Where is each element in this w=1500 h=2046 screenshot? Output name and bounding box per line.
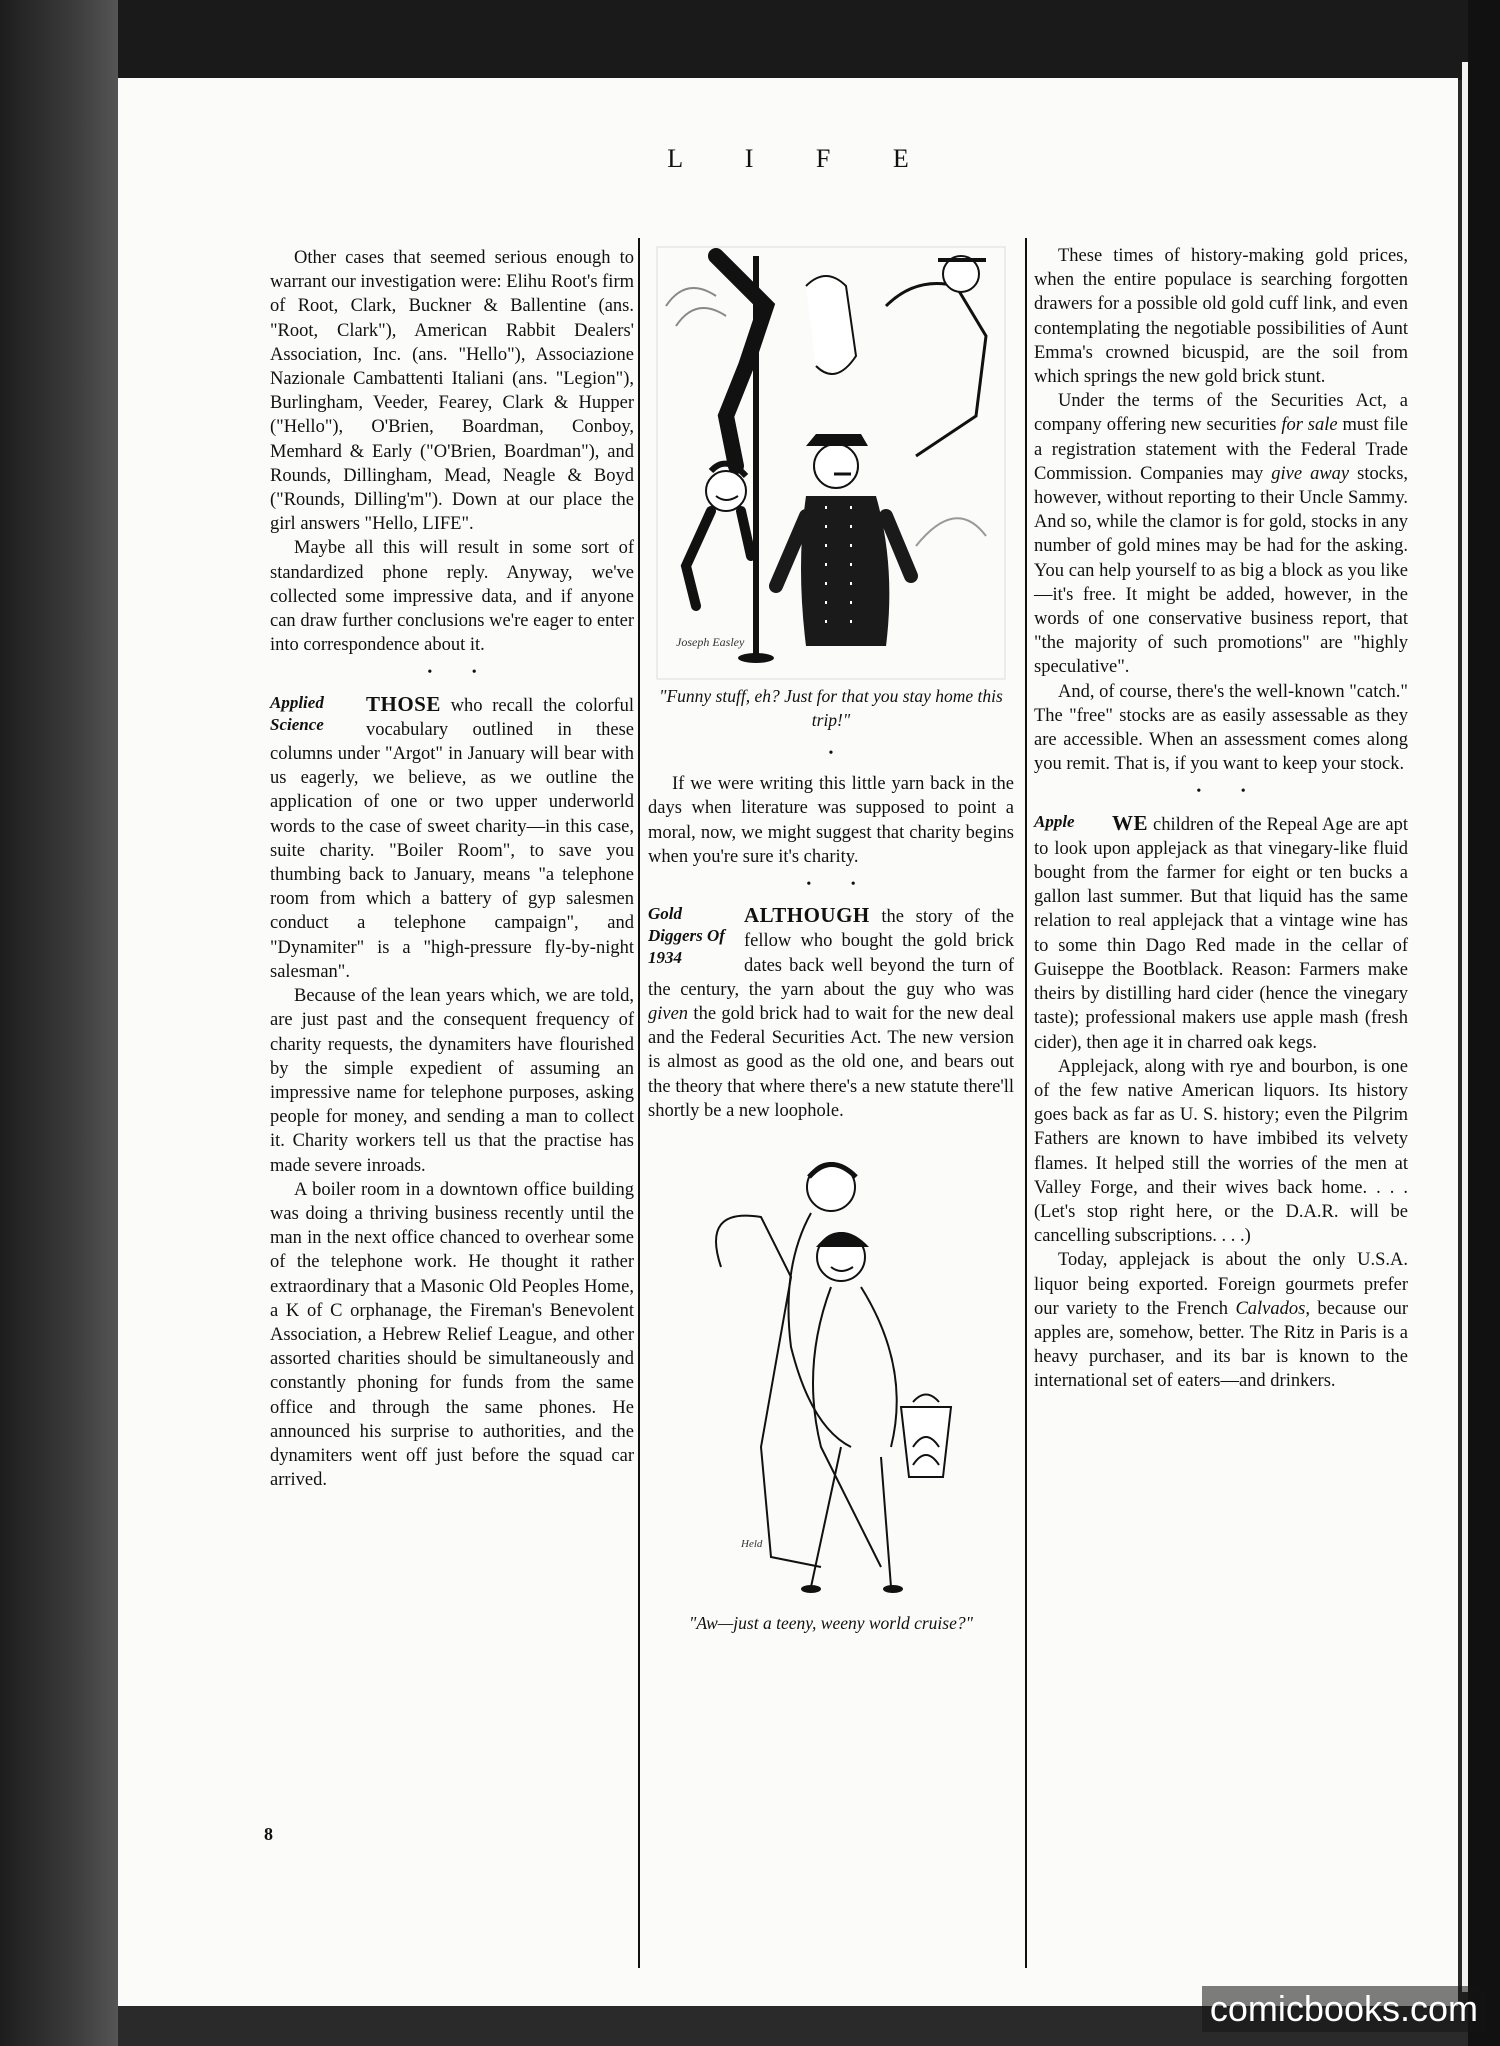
paragraph: Because of the lean years which, we are told, are just past and the consequent frequency of charity requests, the dynamiters have flourished by the simple expedient of assuming an impressive name for telephone purposes, asking people for money, and sending a man to collect it. Charity workers tell us that the practise has made severe inroads. — [270, 986, 634, 1176]
column-1 — [270, 246, 634, 1492]
paragraph: THOSE who recall the colorful vocabulary outlined in these columns under "Argot" in January will bear with us eagerly, we believe, as we outline the application of one or two upper underworld words to the case of sweet charity—in this case, suite charity. "Boiler Room", to save you thumbing back to January, means "a telephone room from which a battery of gyp salesmen conduct a telephone campaign", and "Dynamiter" is a "high-pressure fly-by-night salesman". — [270, 691, 634, 982]
paragraph: Under the terms of the Securities Act, a company offering new securities for sale must file a registration statement with the Federal Trade Commission. Companies may give away stocks, however, without reporting to their Uncle Sammy. And so, while the clamor is for gold, stocks in any number of gold mines may be had for the asking. You can help yourself to as big a block as you like—it's free. It might be added, however, in the words of one conservative business report, that "the majority of such promotions" are "highly speculative". — [1034, 391, 1409, 678]
section-heading: Applied Science — [270, 692, 324, 734]
lead-word: ALTHOUGH — [744, 903, 870, 928]
lead-word: WE — [1112, 810, 1149, 835]
svg-text:Joseph Easley: Joseph Easley — [676, 635, 745, 649]
section-heading: Apple — [1034, 811, 1075, 831]
section-divider: • • — [427, 665, 495, 681]
running-head: L I F E — [667, 144, 937, 173]
column-2 — [648, 246, 1014, 1645]
paragraph: Today, applejack is about the only U.S.A. liquor being exported. Foreign gourmets prefer our variety to the French Calvados, because our apples are, somehow, better. The Ritz in Paris is a heavy purchaser, and its bar is known to the international set of eaters—and drinkers. — [1034, 1250, 1408, 1392]
paragraph: Other cases that seemed serious enough to warrant our investigation were: Elihu Root's firm of Root, Clark, Buckner & Ballentine (ans. "Root, Clark"), American Rabbit Dealers' Association, Inc. (ans. "Hello"), Associazione Nazionale Cambattenti Italiani (ans. "Legion"), Burlingham, Veeder, Fearey, Clark & Hupper ("Hello"), O'Brien, Boardman, Conboy, Memhard & Early ("O'Brien, Boardman"), and Rounds, Dillingham, Mead, Neagle & Boyd ("Rounds, Dilling'm"). Down at our place the girl answers "Hello, LIFE". — [270, 248, 635, 535]
paragraph: WE children of the Repeal Age are apt to look upon applejack as that vinegary-like fluid bought from the farmer for eight or ten bucks a gallon last summer. But that liquid has the same relation to real applejack that a vintage wine has to some thin Dago Red made in the cellar of Guiseppe the Bootblack. Reason: Farmers make theirs by distilling hard cider (hence the vinegary taste); professional makers use apple mash (fresh cider), then age it in charred oak kegs. — [1034, 810, 1408, 1053]
paragraph: These times of history-making gold prices, when the entire populace is searching forgotten drawers for a possible old gold cuff link, and even contemplating the negotiable possibilities of Aunt Emma's crowned bicuspid, are the soil from which springs the new gold brick stunt. — [1034, 246, 1408, 388]
lead-word: THOSE — [366, 691, 441, 716]
scan-border-left — [0, 0, 118, 2046]
paragraph: Applejack, along with rye and bourbon, is one of the few native American liquors. Its history goes back as far as U. S. history; even the Pilgrim Fathers are known to have imbibed its velvety flames. It helped still the worries of the men at Valley Forge, and their wives back home. . . . (Let's stop right here, or the D.A.R. will be cancelling subscriptions. . . .) — [1034, 1056, 1408, 1247]
page-number: 8 — [264, 1824, 273, 1844]
paragraph: And, of course, there's the well-known "catch." The "free" stocks are as easily assessable as they are accessible. When an assessment comes along you remit. That is, if you want to keep your stock. — [1034, 681, 1408, 775]
paragraph: If we were writing this little yarn back in the days when literature was supposed to point a moral, now, we might suggest that charity begins when you're sure it's charity. — [648, 774, 1014, 867]
scan-border-right — [1468, 0, 1500, 2046]
column-rule — [638, 238, 640, 1968]
section-divider: • • — [806, 877, 874, 893]
section-divider: • — [828, 746, 852, 761]
paragraph: Maybe all this will result in some sort of standardized phone reply. Anyway, we've collected some impressive data, and if anyone can draw further conclusions we're eager to enter into correspondence about it. — [270, 538, 634, 656]
cartoon-caption: "Aw—just a teeny, weeny world cruise?" — [689, 1613, 973, 1634]
site-watermark: comicbooks.com — [1202, 1986, 1486, 2032]
cartoon-caption: "Funny stuff, eh? Just for that you stay home this trip!" — [659, 686, 1003, 730]
section-divider: • • — [1196, 784, 1264, 800]
cartoon-illustration — [656, 246, 1006, 680]
column-3 — [1034, 244, 1408, 1394]
paragraph: A boiler room in a downtown office building was doing a thriving business recently until the man in the next office chanced to overhear some of the telephone work. He thought it rather extraordinary that a Masonic Old Peoples Home, a K of C orphanage, the Fireman's Benevolent Association, a Hebrew Relief League, and other assorted charities should be simultaneously and constantly phoning for funds from the same office and through the same phones. He announced his surprise to authorities, and the dynamiters went off just before the squad car arrived. — [270, 1179, 634, 1491]
column-rule — [1025, 238, 1027, 1968]
section-heading: Gold Diggers Of 1934 — [648, 904, 725, 968]
magazine-page — [118, 78, 1458, 2006]
svg-text:Held: Held — [741, 1538, 763, 1551]
cartoon-illustration — [681, 1147, 981, 1607]
scan-border-top — [0, 0, 1500, 80]
paragraph: ALTHOUGH the story of the fellow who bought the gold brick dates back well beyond the turn of the century, the yarn about the guy who was given the gold brick had to wait for the new deal and the Federal Securities Act. The new version is almost as good as the old one, and bears out the theory that where there's a new statute there'll shortly be a new loophole. — [648, 903, 1014, 1121]
